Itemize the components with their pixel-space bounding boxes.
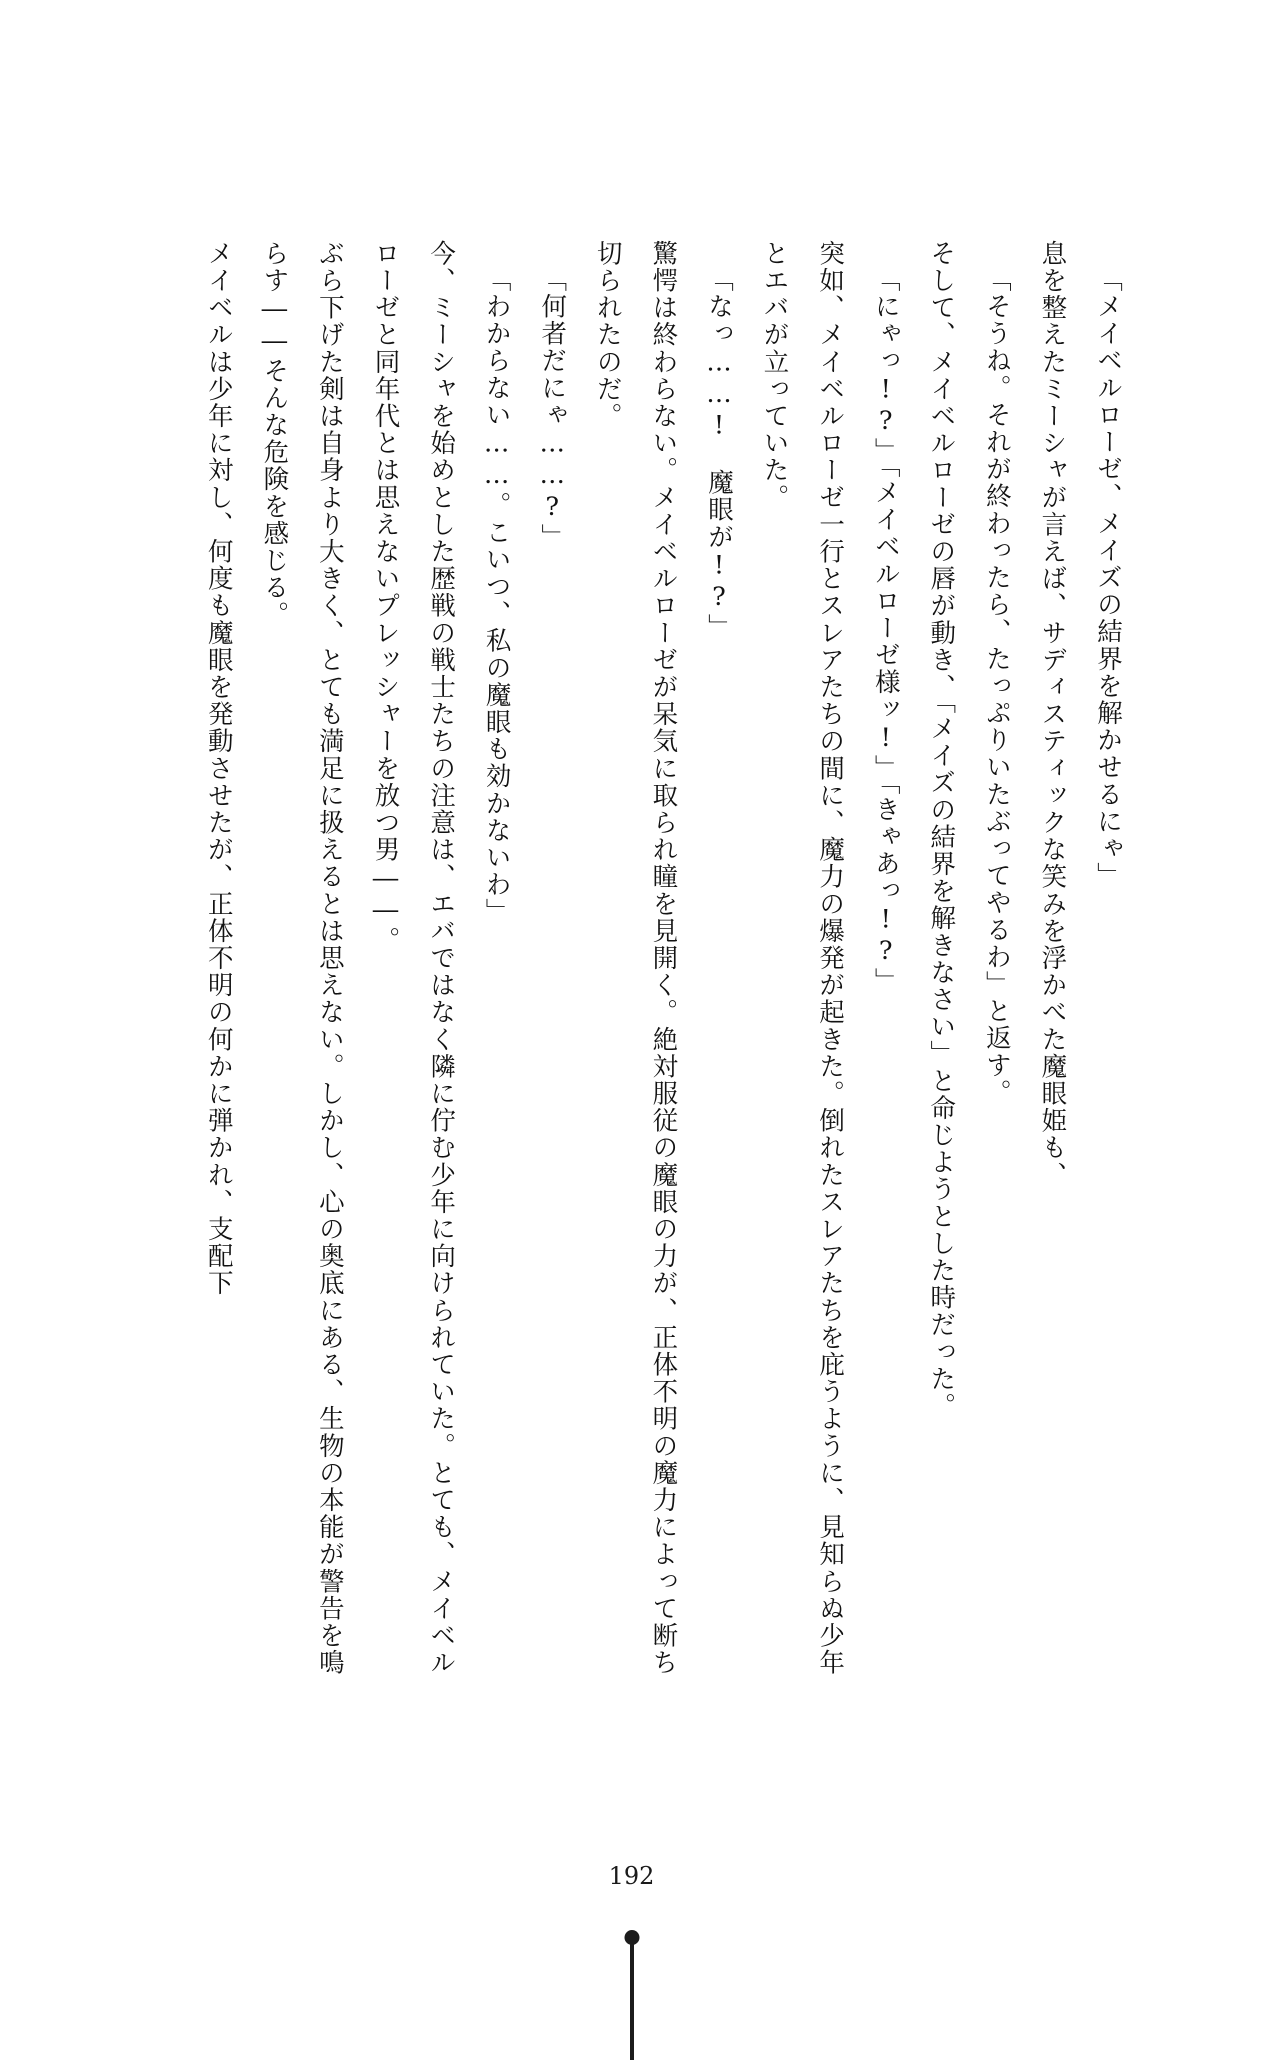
- paragraph: メイベルは少年に対し、何度も魔眼を発動させたが、正体不明の何かに弾かれ、支配下: [203, 240, 234, 1297]
- paragraph: 「なっ……! 魔眼が!?」: [703, 265, 734, 641]
- paragraph: 今、ミーシャを始めとした歴戦の戦士たちの注意は、エバではなく隣に佇む少年に向けられていた。とても、メイベルローゼと同年代とは思えないプレッシャーを放つ男――。: [370, 240, 457, 1677]
- marker-dot-icon: [624, 1930, 639, 1945]
- page-number: 192: [608, 1862, 655, 1890]
- body-text: [140, 240, 1135, 1680]
- paragraph: そして、メイベルローゼの唇が動き、「メイズの結界を解きなさい」と命じようとした時だった。: [926, 240, 957, 1420]
- paragraph: 息を整えたミーシャが言えば、サディスティックな笑みを浮かべた魔眼姫も、: [1037, 240, 1068, 1189]
- paragraph: 「メイベルローゼ、メイズの結界を解かせるにゃ」: [1093, 265, 1123, 889]
- dot-rule-marker-icon: [619, 1930, 645, 2060]
- marker-rule-icon: [630, 1944, 634, 2060]
- paragraph: 「にゃっ!?」「メイベルローゼ様ッ!」「きゃあっ!?」: [870, 265, 901, 995]
- paragraph: 「そうね。それが終わったら、たっぷりいたぶってやるわ」と返す。: [981, 265, 1012, 1106]
- paragraph: ぶら下げた剣は自身より大きく、とても満足に扱えるとは思えない。しかし、心の奥底にある、生物の本能が警告を鳴らす――そんな危険を感じる。: [259, 240, 345, 1677]
- paragraph: 「何者だにゃ……?」: [537, 265, 568, 550]
- paragraph: 驚愕は終わらない。メイベルローゼが呆気に取られ瞳を見開く。絶対服従の魔眼の力が、正体不明の魔力によって断ち切られたのだ。: [592, 240, 679, 1677]
- paragraph: 突如、メイベルローゼ一行とスレアたちの間に、魔力の爆発が起きた。倒れたスレアたちを庇うように、見知らぬ少年とエバが立っていた。: [759, 240, 846, 1677]
- paragraph: 「わからない……。こいつ、私の魔眼も効かないわ」: [481, 265, 512, 925]
